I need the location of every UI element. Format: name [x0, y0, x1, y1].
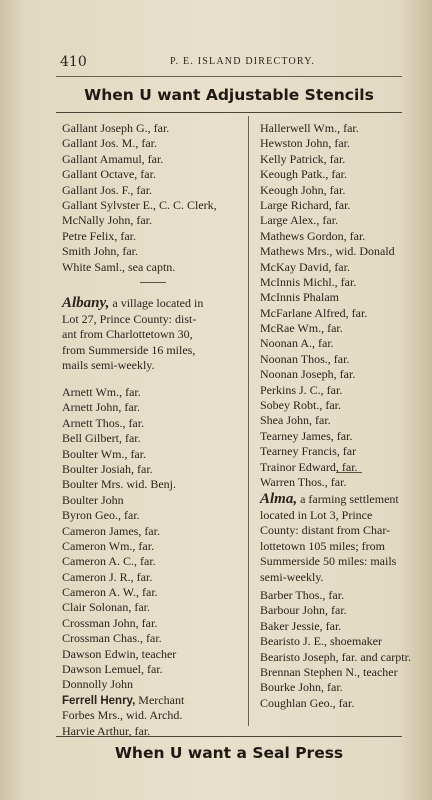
header-rule [56, 76, 402, 77]
list-item: Bearisto J. E., shoemaker [260, 634, 382, 649]
list-item: Keough John, far. [260, 182, 346, 197]
list-item: Bearisto Joseph, far. and carptr. [260, 649, 411, 664]
list-item: Mathews Mrs., wid. Donald [260, 244, 395, 259]
list-item: Boulter Mrs. wid. Benj. [62, 477, 176, 492]
list-item: Noonan A., far. [260, 336, 334, 351]
list-item: Cameron James, far. [62, 523, 160, 538]
list-item: Hewston John, far. [260, 136, 350, 151]
banner-bottom: When U want a Seal Press [114, 744, 344, 762]
column-divider [248, 116, 249, 726]
place-name-albany: Albany, [62, 295, 110, 311]
albany-list [62, 385, 244, 739]
alma-desc-line: semi-weekly. [260, 569, 324, 584]
list-item: Arnett Thos., far. [62, 415, 145, 430]
list-item: Gallant Joseph G., far. [62, 121, 170, 135]
list-item: Boulter Wm., far. [62, 446, 147, 461]
list-item: Boulter John [62, 492, 124, 507]
list-item: Clair Solonan, far. [62, 600, 150, 615]
section-rule [336, 472, 362, 473]
list-item: Large Alex., far. [260, 213, 339, 228]
list-item: Bell Gilbert, far. [62, 431, 141, 446]
alma-desc-first: a farming settlement [297, 492, 399, 506]
list-item: Barbour John, far. [260, 603, 347, 618]
list-item: Gallant Jos. F., far. [62, 182, 153, 197]
alma-list [260, 588, 428, 711]
alma-desc-line: County: distant from Char- [260, 523, 391, 538]
list-item: Gallant Sylvster E., C. C. Clerk, [62, 197, 217, 212]
left-column-top-list [62, 121, 244, 275]
list-item: Boulter Josiah, far. [62, 461, 153, 476]
list-item: Arnett John, far. [62, 400, 140, 415]
merchant-occupation: Merchant [135, 692, 185, 707]
list-item: McKay David, far. [260, 259, 350, 274]
list-item: Dawson Lemuel, far. [62, 662, 163, 677]
list-item: Perkins J. C., far. [260, 382, 343, 397]
list-item: Coughlan Geo., far. [260, 695, 355, 710]
list-item: Petre Felix, far. [62, 228, 136, 243]
list-item: Shea John, far. [260, 413, 331, 428]
list-item: McInnis Michl., far. [260, 274, 357, 289]
albany-description [62, 294, 244, 374]
list-item: Tearney Francis, far [260, 444, 357, 459]
list-item: Large Richard, far. [260, 197, 351, 212]
list-item: Hallerwell Wm., far. [260, 121, 359, 135]
list-item: Cameron J. R., far. [62, 569, 153, 584]
list-item: White Saml., sea captn. [62, 259, 176, 274]
list-item: Gallant Amamul, far. [62, 151, 164, 166]
list-item: Mathews Gordon, far. [260, 228, 366, 243]
list-item: Brennan Stephen N., teacher [260, 664, 398, 679]
list-item: McInnis Phalam [260, 290, 339, 305]
banner-rule [56, 112, 402, 113]
list-item: Sobey Robt., far. [260, 398, 341, 413]
list-item: Gallant Octave, far. [62, 167, 156, 182]
section-rule [140, 282, 166, 283]
list-item: Noonan Thos., far. [260, 351, 350, 366]
list-item: Donnolly John [62, 677, 134, 692]
list-item: Smith John, far. [62, 244, 139, 259]
list-item: Keough Patk., far. [260, 167, 347, 182]
alma-desc-line: Summerside 50 miles: mails [260, 554, 397, 569]
banner-top: When U want Adjustable Stencils [84, 86, 374, 104]
list-item: Barber Thos., far. [260, 588, 345, 602]
albany-desc-line: from Summerside 16 miles, [62, 342, 196, 357]
list-item: McRae Wm., far. [260, 321, 343, 336]
albany-desc-line: Lot 27, Prince County: dist- [62, 312, 197, 326]
albany-desc-line: ant from Charlottetown 30, [62, 327, 193, 342]
list-item: Forbes Mrs., wid. Archd. [62, 708, 183, 723]
list-item: McNally John, far. [62, 213, 152, 228]
list-item: Crossman Chas., far. [62, 631, 162, 646]
place-name-alma: Alma, [260, 491, 298, 507]
list-item: Warren Thos., far. [260, 474, 347, 489]
list-item: Cameron A. W., far. [62, 585, 158, 600]
list-item: Byron Geo., far. [62, 508, 140, 523]
list-item: Bourke John, far. [260, 680, 343, 695]
running-head [60, 54, 398, 70]
bottom-banner-rule [56, 736, 402, 737]
list-item: Dawson Edwin, teacher [62, 646, 177, 661]
list-item: Cameron Wm., far. [62, 538, 155, 553]
albany-desc-line: mails semi-weekly. [62, 358, 155, 373]
list-item: Crossman John, far. [62, 615, 158, 630]
list-item: Tearney James, far. [260, 428, 353, 443]
list-item-ferrell [62, 693, 244, 708]
running-title: P. E. ISLAND DIRECTORY. [170, 56, 316, 67]
list-item: Kelly Patrick, far. [260, 151, 346, 166]
alma-description [260, 490, 428, 585]
list-item: Trainor Edward, far. [260, 459, 358, 474]
right-column-top-list [260, 121, 428, 490]
list-item: Cameron A. C., far. [62, 554, 156, 569]
merchant-name: Ferrell Henry, [62, 694, 136, 707]
list-item: Baker Jessie, far. [260, 618, 342, 633]
page-number: 410 [60, 54, 87, 70]
list-item: Arnett Wm., far. [62, 385, 141, 399]
albany-desc-first: a village located in [109, 296, 204, 310]
alma-desc-line: lottetown 105 miles; from [260, 538, 385, 553]
alma-desc-line: located in Lot 3, Prince [260, 508, 373, 522]
list-item: McFarlane Alfred, far. [260, 305, 368, 320]
list-item: Harvie Arthur, far. [62, 723, 151, 738]
list-item: Noonan Joseph, far. [260, 367, 356, 382]
list-item: Gallant Jos. M., far. [62, 136, 157, 151]
